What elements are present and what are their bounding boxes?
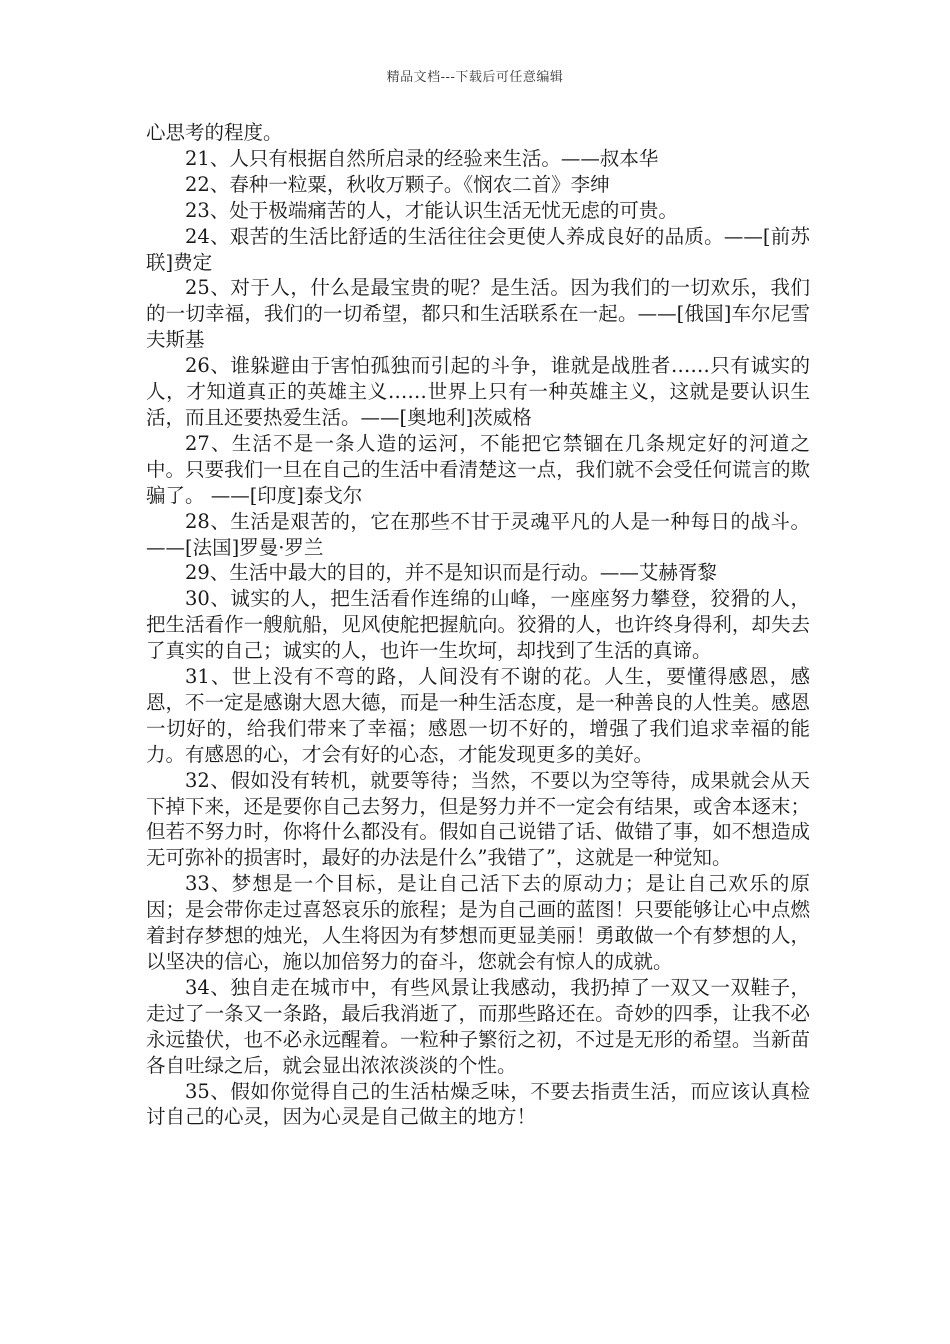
page-header: 精品文档---下载后可任意编辑 [386, 70, 564, 85]
paragraph: 23、处于极端痛苦的人，才能认识生活无忧无虑的可贵。 [185, 198, 678, 222]
paragraph: 26、谁躲避由于害怕孤独而引起的斗争，谁就是战胜者……只有诚实的人，才知道真正的英雄主义……世界上只有一种英雄主义，这就是要认识生活，而且还要热爱生活。——[奥地利]茨威格 [146, 354, 810, 429]
paragraph: 29、生活中最大的目的，并不是知识而是行动。——艾赫胥黎 [185, 561, 717, 585]
paragraph: 30、诚实的人，把生活看作连绵的山峰，一座座努力攀登，狡猾的人，把生活看作一艘航船，见风使舵把握航向。狡猾的人，也许终身得利，却失去了真实的自己；诚实的人，也许一生坎坷，却找到了生活的真谛。 [146, 587, 810, 663]
paragraph: 31、世上没有不弯的路，人间没有不谢的花。人生，要懂得感恩，感恩，不一定是感谢大恩大德，而是一种生活态度，是一种善良的人性美。感恩一切好的，给我们带来了幸福；感恩一切不好的，增强了我们追求幸福的能力。有感恩的心，才会有好的心态，才能发现更多的美好。 [146, 665, 810, 766]
paragraph: 27、生活不是一条人造的运河，不能把它禁锢在几条规定好的河道之中。只要我们一旦在自己的生活中看清楚这一点，我们就不会受任何谎言的欺骗了。 ——[印度]泰戈尔 [146, 431, 810, 507]
paragraph: 22、春种一粒粟，秋收万颗子。《悯农二首》李绅 [185, 172, 610, 196]
paragraph: 心思考的程度。 [146, 121, 283, 144]
paragraph: 21、人只有根据自然所启录的经验来生活。——叔本华 [185, 146, 659, 170]
paragraph: 34、独自走在城市中，有些风景让我感动，我扔掉了一双又一双鞋子，走过了一条又一条路，最后我消逝了，而那些路还在。奇妙的四季，让我不必永远蛰伏，也不必永远醒着。一粒种子繁衍之初，不过是无形的希望。当新苗各自吐绿之后，就会显出浓浓淡淡的个性。 [146, 975, 810, 1077]
paragraph: 32、假如没有转机，就要等待；当然，不要以为空等待，成果就会从天下掉下来，还是要你自己去努力，但是努力并不一定会有结果，或舍本逐末；但若不努力时，你将什么都没有。假如自己说错了话、做错了事，如不想造成无可弥补的损害时，最好的办法是什么”我错了”，这就是一种觉知。 [146, 768, 810, 870]
paragraph: 35、假如你觉得自己的生活枯燥乏味，不要去指责生活，而应该认真检讨自己的心灵，因为心灵是自己做主的地方！ [146, 1079, 810, 1129]
document-body [146, 120, 810, 1130]
paragraph: 25、对于人，什么是最宝贵的呢？是生活。因为我们的一切欢乐，我们的一切幸福，我们的一切希望，都只和生活联系在一起。——[俄国]车尔尼雪夫斯基 [146, 276, 810, 352]
paragraph: 24、艰苦的生活比舒适的生活往往会更使人养成良好的品质。——[前苏联]费定 [146, 224, 810, 274]
paragraph: 33、梦想是一个目标，是让自己活下去的原动力；是让自己欢乐的原因；是会带你走过喜怒哀乐的旅程；是为自己画的蓝图！只要能够让心中点燃着封存梦想的烛光，人生将因为有梦想而更显美丽！勇敢做一个有梦想的人，以坚决的信心，施以加倍努力的奋斗，您就会有惊人的成就。 [146, 872, 810, 973]
paragraph: 28、生活是艰苦的，它在那些不甘于灵魂平凡的人是一种每日的战斗。 ——[法国]罗曼·罗兰 [146, 509, 810, 559]
